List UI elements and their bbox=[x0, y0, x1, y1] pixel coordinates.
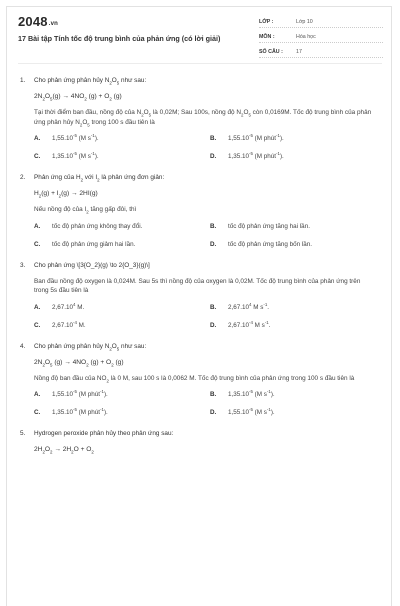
option-letter: A. bbox=[34, 222, 41, 230]
question-text bbox=[34, 429, 376, 439]
text-segment: ). bbox=[94, 135, 99, 142]
option-text bbox=[52, 152, 99, 161]
question-number: 3. bbox=[20, 261, 26, 269]
question-stem bbox=[20, 429, 376, 439]
text-segment: 1,55.10 bbox=[52, 135, 74, 142]
text-segment: M s bbox=[251, 303, 264, 311]
document-title: 17 Bài tập Tính tốc độ trung bình của phản ứng (có lời giải) bbox=[18, 34, 221, 43]
option-letter: A. bbox=[34, 391, 41, 398]
option-text bbox=[52, 321, 86, 330]
subscript: 2 bbox=[109, 345, 112, 351]
text-segment: O bbox=[111, 77, 117, 84]
subscript: 2 bbox=[109, 96, 112, 102]
question-text bbox=[34, 173, 376, 183]
superscript: -5 bbox=[249, 388, 253, 394]
answer-options bbox=[34, 303, 376, 330]
text-segment: (M phút bbox=[252, 153, 277, 160]
question-item bbox=[20, 261, 376, 330]
superscript: -1 bbox=[266, 388, 271, 394]
subscript: 2 bbox=[58, 193, 62, 199]
text-segment: Cho phản ứng phân hủy N bbox=[34, 77, 110, 84]
question-stem bbox=[20, 76, 376, 86]
subscript: 5 bbox=[87, 121, 90, 127]
answer-option-a[interactable] bbox=[34, 222, 210, 231]
text-segment: (g) + I bbox=[41, 190, 59, 197]
text-segment: (M s bbox=[76, 135, 91, 142]
answer-options bbox=[34, 222, 376, 249]
text-segment: ). bbox=[270, 409, 275, 416]
superscript: -5 bbox=[73, 388, 77, 394]
logo-text: 2048 bbox=[18, 14, 48, 29]
answer-option-b[interactable] bbox=[210, 390, 386, 399]
text-segment: ). bbox=[279, 135, 284, 142]
subscript: 2 bbox=[241, 112, 244, 118]
text-segment: 1,55.10 bbox=[228, 409, 250, 416]
meta-value: Hóa học bbox=[296, 33, 316, 40]
text-segment: 2,67.10 bbox=[228, 303, 250, 311]
answer-option-c[interactable] bbox=[34, 240, 210, 249]
option-text bbox=[52, 303, 84, 312]
superscript: -5 bbox=[73, 150, 77, 156]
text-segment: Ban đầu nồng độ oxygen là 0,024M. Sau 5s thì nồng độ của oxygen là 0,02M. Tốc độ trung bình của phản ứng trên trong 5s đầu tiên là bbox=[34, 277, 361, 294]
meta-value: 17 bbox=[296, 48, 302, 55]
answer-option-d[interactable] bbox=[210, 321, 386, 330]
site-logo[interactable] bbox=[18, 14, 58, 29]
question-number: 4. bbox=[20, 342, 26, 350]
text-segment: tốc độ phản ứng tăng bốn lần. bbox=[228, 240, 313, 248]
option-text bbox=[228, 240, 312, 249]
superscript: -4 bbox=[73, 319, 77, 325]
text-segment: Tại thời điểm ban đầu, nồng độ của N bbox=[34, 109, 142, 116]
text-segment: (M phút bbox=[76, 409, 101, 416]
option-text bbox=[52, 408, 108, 417]
text-segment: là 0,02M; Sau 100s, nồng độ N bbox=[151, 109, 241, 116]
subscript: 5 bbox=[248, 112, 251, 118]
reaction-equation bbox=[34, 358, 376, 368]
meta-row-subject bbox=[259, 31, 383, 43]
superscript: -5 bbox=[249, 406, 253, 412]
option-letter: D. bbox=[210, 153, 217, 160]
text-segment: 2,67.10 bbox=[52, 321, 74, 329]
text-segment: M. bbox=[75, 303, 85, 311]
reaction-equation bbox=[34, 445, 376, 455]
question-text bbox=[34, 76, 376, 86]
subscript: 2 bbox=[79, 121, 83, 127]
subscript: 5 bbox=[148, 112, 152, 118]
text-segment: với I bbox=[83, 174, 98, 181]
answer-options bbox=[34, 134, 376, 161]
text-segment: Cho phản ứng phân hủy N bbox=[34, 342, 110, 350]
option-text bbox=[52, 240, 135, 249]
text-segment: 2,67.10 bbox=[228, 321, 250, 329]
subscript: 2 bbox=[84, 96, 87, 102]
subscript: 2 bbox=[141, 112, 144, 118]
subscript: 2 bbox=[42, 96, 45, 102]
text-segment: 2N bbox=[34, 93, 43, 100]
answer-option-b[interactable] bbox=[210, 134, 386, 143]
reaction-equation bbox=[34, 92, 376, 102]
option-letter: D. bbox=[210, 409, 217, 416]
subscript: 2 bbox=[38, 193, 42, 199]
option-text bbox=[228, 390, 275, 399]
answer-option-a[interactable] bbox=[34, 390, 210, 399]
question-description bbox=[34, 374, 376, 384]
question-description bbox=[34, 277, 376, 296]
option-text bbox=[52, 390, 108, 399]
subscript: 2 bbox=[109, 80, 112, 86]
text-segment: tốc độ phản ứng giảm hai lần. bbox=[52, 240, 136, 248]
text-segment: ). bbox=[270, 391, 275, 398]
question-stem bbox=[20, 342, 376, 352]
meta-row-class bbox=[259, 16, 383, 28]
option-letter: B. bbox=[210, 303, 217, 311]
subscript: 2 bbox=[80, 177, 84, 183]
header-divider bbox=[18, 63, 382, 64]
option-letter: D. bbox=[210, 240, 217, 248]
option-letter: C. bbox=[34, 240, 41, 248]
superscript: -1 bbox=[276, 150, 280, 156]
answer-option-d[interactable] bbox=[210, 408, 386, 417]
option-letter: C. bbox=[34, 409, 41, 416]
question-item bbox=[20, 173, 376, 249]
answer-option-d[interactable] bbox=[210, 240, 386, 249]
text-segment: O bbox=[44, 446, 51, 453]
superscript: -5 bbox=[249, 150, 253, 156]
text-segment: Hydrogen peroxide phân hủy theo phản ứng sau: bbox=[34, 430, 174, 437]
text-segment: O bbox=[111, 342, 117, 350]
question-description bbox=[34, 205, 376, 215]
answer-option-c[interactable] bbox=[34, 408, 210, 417]
text-segment: (g) → 4NO bbox=[52, 358, 87, 366]
question-item bbox=[20, 76, 376, 161]
answer-option-b[interactable] bbox=[210, 222, 386, 231]
answer-option-b[interactable] bbox=[210, 303, 386, 312]
reaction-equation bbox=[34, 189, 376, 199]
text-segment: 2H bbox=[34, 446, 43, 453]
text-segment: 2,67.10 bbox=[52, 303, 74, 311]
text-segment: O bbox=[243, 109, 249, 116]
answer-option-c[interactable] bbox=[34, 321, 210, 330]
subscript: 2 bbox=[86, 361, 89, 367]
superscript: -1 bbox=[100, 406, 104, 412]
answer-option-a[interactable] bbox=[34, 134, 210, 143]
question-number: 1. bbox=[20, 77, 26, 84]
option-letter: C. bbox=[34, 153, 41, 160]
text-segment: H bbox=[34, 190, 39, 197]
answer-option-d[interactable] bbox=[210, 152, 386, 161]
text-segment: 1,35.10 bbox=[228, 391, 250, 398]
text-segment: O + O bbox=[73, 446, 92, 453]
superscript: -1 bbox=[90, 132, 95, 138]
superscript: -1 bbox=[100, 388, 104, 394]
text-segment: → 2H bbox=[52, 446, 72, 453]
question-item bbox=[20, 342, 376, 418]
subscript: 2 bbox=[91, 449, 94, 455]
text-segment: 1,35.10 bbox=[52, 409, 74, 416]
text-segment: (g) bbox=[111, 93, 122, 100]
answer-options bbox=[34, 390, 376, 417]
option-text bbox=[52, 134, 99, 143]
text-segment: O bbox=[82, 118, 88, 126]
subscript: 2 bbox=[106, 377, 109, 383]
text-segment: O bbox=[44, 93, 51, 100]
superscript: 4 bbox=[249, 301, 252, 307]
text-segment: như sau: bbox=[119, 342, 147, 350]
superscript: -1 bbox=[276, 132, 280, 138]
text-segment: M s bbox=[252, 321, 265, 329]
question-description bbox=[34, 108, 376, 127]
answer-option-a[interactable] bbox=[34, 303, 210, 312]
superscript: -1 bbox=[264, 319, 269, 325]
subscript: 2 bbox=[111, 361, 114, 367]
meta-key: MÔN : bbox=[259, 33, 275, 40]
option-letter: D. bbox=[210, 321, 217, 329]
superscript: -5 bbox=[73, 406, 77, 412]
subscript: 2 bbox=[86, 209, 89, 215]
text-segment: còn 0,0169M. Tốc độ trung bình của phản ứng phân hủy N bbox=[34, 109, 372, 126]
subscript: 2 bbox=[97, 177, 100, 183]
option-text bbox=[228, 152, 284, 161]
text-segment: ). bbox=[103, 409, 108, 416]
text-segment: 2N bbox=[34, 358, 43, 366]
subscript: 5 bbox=[50, 96, 53, 102]
meta-key: LỚP : bbox=[259, 18, 274, 25]
text-segment: (M phút bbox=[252, 135, 277, 142]
question-item bbox=[20, 429, 376, 455]
text-segment: Cho phản ứng \[3{O_2}(g) \to 2{O_3}(g)\] bbox=[34, 261, 150, 269]
text-segment: (g) → 4NO bbox=[52, 93, 85, 100]
question-list bbox=[20, 76, 376, 467]
subscript: 2 bbox=[71, 449, 74, 455]
text-segment: tốc độ phản ứng không thay đổi. bbox=[52, 222, 143, 230]
text-segment: (M s bbox=[252, 391, 267, 398]
text-segment: tốc độ phản ứng tăng hai lần. bbox=[228, 222, 310, 230]
subscript: 5 bbox=[116, 345, 120, 351]
option-text bbox=[228, 408, 275, 417]
subscript: 2 bbox=[50, 449, 53, 455]
text-segment: ). bbox=[94, 153, 99, 160]
text-segment: Nếu nồng độ của I bbox=[34, 206, 87, 213]
meta-key: SỐ CÂU : bbox=[259, 48, 283, 55]
logo-tld: .vn bbox=[48, 21, 59, 27]
option-letter: A. bbox=[34, 135, 41, 142]
question-number: 2. bbox=[20, 174, 26, 181]
text-segment: như sau: bbox=[119, 77, 147, 84]
text-segment: 1,55.10 bbox=[52, 391, 74, 398]
text-segment: . bbox=[267, 303, 270, 311]
text-segment: ). bbox=[103, 391, 108, 398]
option-text bbox=[52, 222, 142, 231]
option-letter: A. bbox=[34, 303, 41, 311]
superscript: -5 bbox=[73, 132, 77, 138]
subscript: 2 bbox=[42, 361, 45, 367]
text-segment: . bbox=[268, 321, 271, 329]
meta-value: Lớp 10 bbox=[296, 18, 313, 25]
text-segment: O bbox=[143, 109, 149, 116]
text-segment: tăng gấp đôi, thì bbox=[88, 206, 137, 213]
text-segment: 1,35.10 bbox=[52, 153, 74, 160]
text-segment: là 0 M, sau 100 s là 0,0062 M. Tốc độ trung bình của phản ứng trong 100 s đầu tiên là bbox=[108, 374, 355, 382]
subscript: 5 bbox=[50, 361, 53, 367]
text-segment: (M phút bbox=[76, 391, 101, 398]
question-stem bbox=[20, 173, 376, 183]
question-number: 5. bbox=[20, 430, 26, 437]
option-letter: B. bbox=[210, 391, 217, 398]
question-text bbox=[34, 342, 376, 352]
option-text bbox=[228, 303, 269, 312]
text-segment: trong 100 s đầu tiên là bbox=[89, 118, 155, 126]
text-segment: Phản ứng của H bbox=[34, 174, 81, 181]
superscript: -5 bbox=[249, 132, 253, 138]
question-stem bbox=[20, 261, 376, 271]
text-segment: (g) + O bbox=[88, 358, 112, 366]
meta-row-count bbox=[259, 46, 383, 58]
text-segment: 1,55.10 bbox=[228, 135, 250, 142]
option-letter: C. bbox=[34, 321, 41, 329]
text-segment: (g) bbox=[113, 358, 124, 366]
text-segment: là phản ứng đơn giản: bbox=[99, 174, 165, 181]
option-text bbox=[228, 321, 270, 330]
option-letter: B. bbox=[210, 222, 217, 230]
text-segment: ). bbox=[279, 153, 284, 160]
superscript: -4 bbox=[249, 319, 253, 325]
option-text bbox=[228, 134, 284, 143]
text-segment: (M s bbox=[252, 409, 267, 416]
text-segment: (g) → 2HI(g) bbox=[61, 190, 98, 197]
superscript: -1 bbox=[263, 301, 268, 307]
text-segment: 1,35.10 bbox=[228, 153, 250, 160]
meta-panel bbox=[259, 16, 383, 61]
answer-option-c[interactable] bbox=[34, 152, 210, 161]
superscript: -1 bbox=[266, 406, 271, 412]
superscript: -1 bbox=[90, 150, 95, 156]
option-text bbox=[228, 222, 310, 231]
text-segment: (g) + O bbox=[86, 93, 110, 100]
text-segment: O bbox=[44, 358, 51, 366]
text-segment: M. bbox=[76, 321, 86, 329]
text-segment: Nồng độ ban đầu của NO bbox=[34, 374, 107, 382]
text-segment: (M s bbox=[76, 153, 91, 160]
superscript: 4 bbox=[73, 301, 76, 307]
subscript: 5 bbox=[116, 80, 120, 86]
subscript: 2 bbox=[42, 449, 45, 455]
question-text bbox=[34, 261, 376, 271]
option-letter: B. bbox=[210, 135, 217, 142]
page-header bbox=[12, 12, 388, 62]
